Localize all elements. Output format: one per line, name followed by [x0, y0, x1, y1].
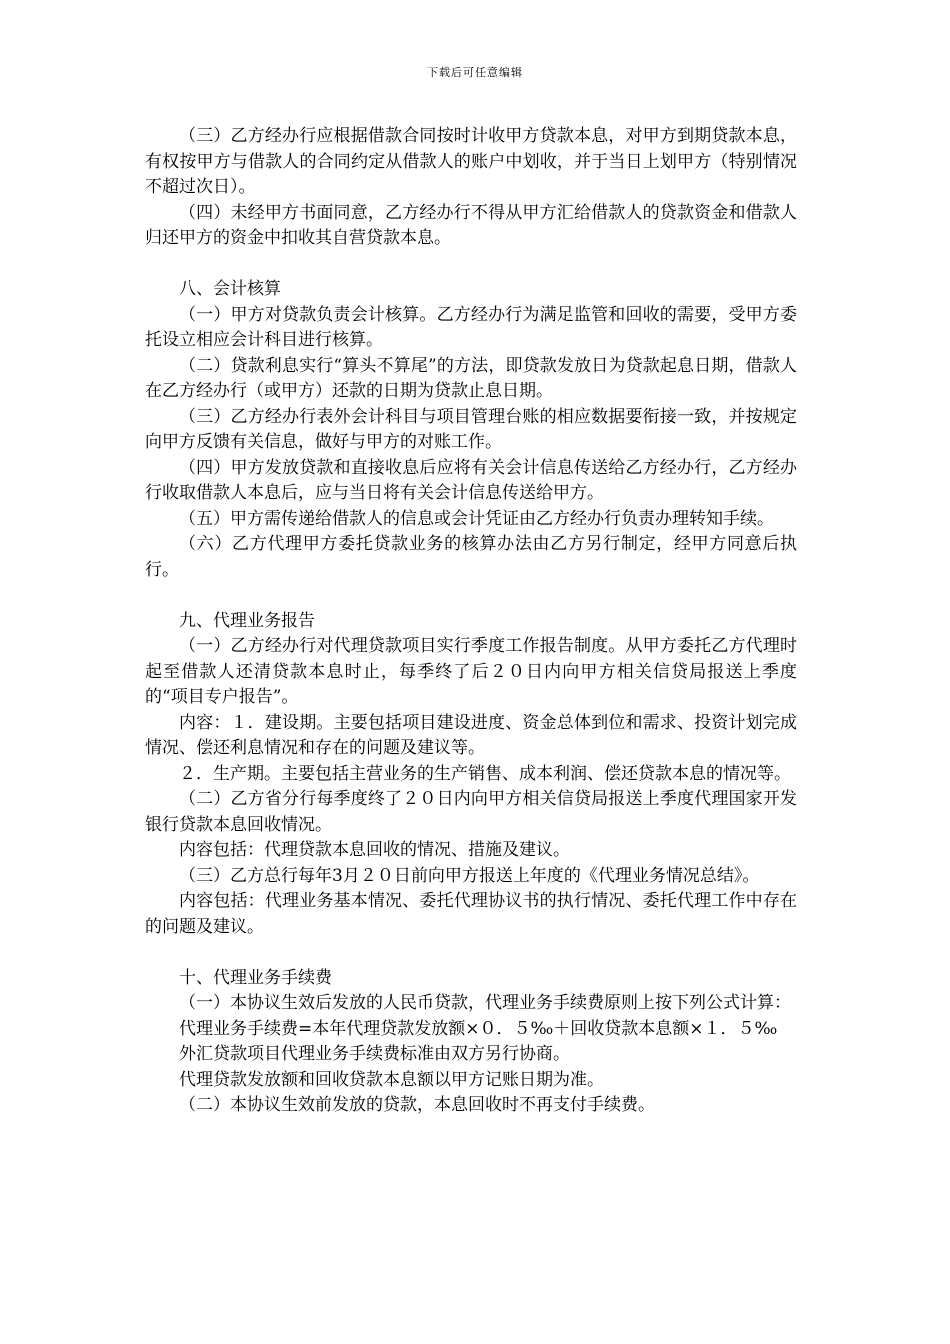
paragraph: （六）乙方代理甲方委托贷款业务的核算办法由乙方另行制定，经甲方同意后执行。 — [145, 534, 797, 580]
paragraph: ２．生产期。主要包括主营业务的生产销售、成本利润、偿还贷款本息的情况等。 — [179, 763, 791, 784]
paragraph: （三）乙方经办行表外会计科目与项目管理台账的相应数据要衔接一致，并按规定向甲方反馈有关信息，做好与甲方的对账工作。 — [145, 406, 797, 452]
paragraph: （二）本协议生效前发放的贷款，本息回收时不再支付手续费。 — [179, 1095, 655, 1115]
blank-line — [145, 583, 797, 609]
paragraph: （三）乙方经办行应根据借款合同按时计收甲方贷款本息，对甲方到期贷款本息，有权按甲方与借款人的合同约定从借款人的账户中划收，并于当日上划甲方（特别情况不超过次日）。 — [145, 126, 797, 197]
formula-paragraph: 代理业务手续费=本年代理贷款发放额×０．５‰＋回收贷款本息额×１．５‰ — [179, 1018, 778, 1039]
paragraph: （三）乙方总行每年3月２０日前向甲方报送上年度的《代理业务情况总结》。 — [179, 865, 760, 886]
paragraph: 内容：１．建设期。主要包括项目建设进度、资金总体到位和需求、投资计划完成情况、偿还利息情况和存在的问题及建议等。 — [145, 712, 797, 758]
section-heading: 八、会计核算 — [179, 279, 281, 299]
section-heading: 十、代理业务手续费 — [179, 967, 332, 988]
paragraph: 代理贷款发放额和回收贷款本息额以甲方记账日期为准。 — [179, 1069, 604, 1090]
paragraph: （四）甲方发放贷款和直接收息后应将有关会计信息传送给乙方经办行，乙方经办行收取借款人本息后，应与当日将有关会计信息传送给甲方。 — [145, 457, 797, 503]
paragraph: （五）甲方需传递给借款人的信息或会计凭证由乙方经办行负责办理转知手续。 — [179, 508, 774, 529]
paragraph: 外汇贷款项目代理业务手续费标准由双方另行协商。 — [179, 1044, 570, 1064]
blank-line — [145, 940, 797, 966]
section-heading: 九、代理业务报告 — [179, 610, 315, 631]
paragraph: （二）乙方省分行每季度终了２０日内向甲方相关信贷局报送上季度代理国家开发银行贷款本息回收情况。 — [145, 789, 797, 835]
paragraph: 内容包括：代理业务基本情况、委托代理协议书的执行情况、委托代理工作中存在的问题及建议。 — [145, 891, 797, 937]
blank-line — [145, 252, 797, 278]
paragraph: 内容包括：代理贷款本息回收的情况、措施及建议。 — [179, 840, 570, 860]
page-header-note: 下载后可任意编辑 — [427, 66, 523, 79]
paragraph: （四）未经甲方书面同意，乙方经办行不得从甲方汇给借款人的贷款资金和借款人归还甲方的资金中扣收其自营贷款本息。 — [145, 202, 797, 248]
paragraph: （一）本协议生效后发放的人民币贷款，代理业务手续费原则上按下列公式计算： — [179, 993, 791, 1013]
document-body — [145, 124, 797, 1119]
paragraph: （一）甲方对贷款负责会计核算。乙方经办行为满足监管和回收的需要，受甲方委托设立相应会计科目进行核算。 — [145, 304, 797, 350]
paragraph: （二）贷款利息实行“算头不算尾”的方法，即贷款发放日为贷款起息日期，借款人在乙方经办行（或甲方）还款的日期为贷款止息日期。 — [145, 355, 797, 401]
paragraph: （一）乙方经办行对代理贷款项目实行季度工作报告制度。从甲方委托乙方代理时起至借款人还清贷款本息时止，每季终了后２０日内向甲方相关信贷局报送上季度的“项目专户报告”。 — [145, 636, 797, 707]
